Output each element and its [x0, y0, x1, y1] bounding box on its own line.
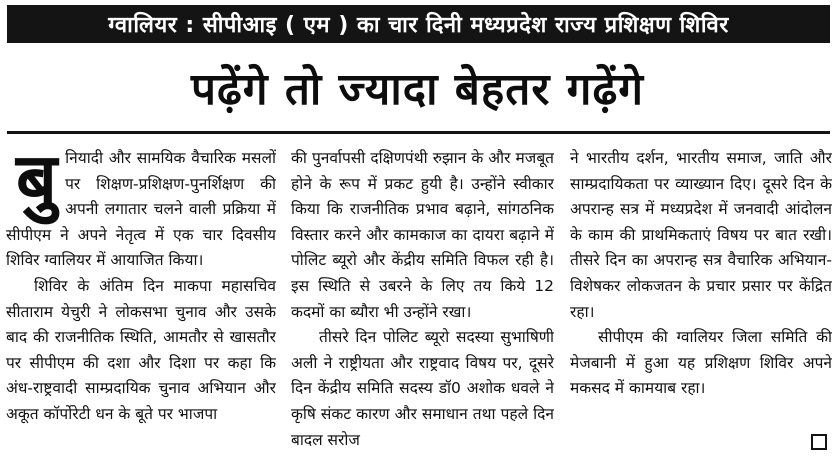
article-column-2 — [291, 146, 554, 466]
drop-cap: बु — [16, 146, 58, 221]
headline-rule — [7, 131, 830, 134]
article-column-1 — [6, 146, 276, 466]
paragraph-text: नियादी और सामयिक वैचारिक मसलों पर शिक्षण-प्रशिक्षण-पुनर्शिक्षण की अपनी लगातार चलने वाली प्रक्रिया में सीपीएम ने अपने नेतृत्व में एक चार दिवसीय शिविर ग्वालियर में आयाजित किया। — [6, 149, 276, 270]
end-mark-icon — [811, 434, 827, 450]
paragraph — [6, 146, 276, 274]
paragraph: सीपीएम की ग्वालियर जिला समिति की मेजबानी में हुआ यह प्रशिक्षण शिविर अपने मकसद में कामयाब रहा। — [570, 328, 832, 398]
paragraph: की पुनर्वापसी दक्षिणपंथी रुझान के और मजबूत होने के रूप में प्रकट हुयी है। उन्होंने स्वीकार किया कि राजनीतिक प्रभाव बढ़ाने, सांगठनिक विस्तार करने और कामकाज का दायरा बढ़ाने में पोलिट ब्यूरो और केंद्रीय समिति विफल रही है। इस स्थिति से उबरने के लिए तय किये 12 कदमों का ब्यौरा भी उन्होंने रखा। — [291, 149, 554, 321]
headline: पढ़ेंगे तो ज्यादा बेहतर गढ़ेंगे — [190, 64, 644, 115]
paragraph: शिविर के अंतिम दिन माकपा महासचिव सीताराम येचुरी ने लोकसभा चुनाव और उसके बाद की राजनीतिक स्थिति, आमतौर से खासतौर पर सीपीएम की दशा और दिशा पर कहा कि अंध-राष्ट्रवादी साम्प्रदायिक चुनाव अभियान और अकूत कॉर्पोरेटी धन के बूते पर भाजपा — [6, 276, 276, 423]
paragraph: ने भारतीय दर्शन, भारतीय समाज, जाति और साम्प्रदायिकता पर व्याख्यान दिए। दूसरे दिन के अपरान्ह सत्र में मध्यप्रदेश में जनवादी आंदोलन के काम की प्राथमिकताएं विषय पर बात रखी। तीसरे दिन का अपरान्ह सत्र वैचारिक अभियान-विशेषकर लोकजतन के प्रचार प्रसार पर केंद्रित रहा। — [570, 149, 832, 321]
article-column-3 — [570, 146, 832, 466]
paragraph: तीसरे दिन पोलिट ब्यूरो सदस्या सुभाषिणी अली ने राष्ट्रीयता और राष्ट्रवाद विषय पर, दूसरे दिन केंद्रीय समिति सदस्य डॉ0 अशोक धवले ने कृषि संकट कारण और समाधान तथा पहले दिन बादल सरोज — [291, 328, 554, 449]
kicker-banner — [7, 5, 830, 43]
kicker-text: ग्वालियर : सीपीआइ ( एम ) का चार दिनी मध्यप्रदेश राज्य प्रशिक्षण शिविर — [108, 13, 729, 38]
